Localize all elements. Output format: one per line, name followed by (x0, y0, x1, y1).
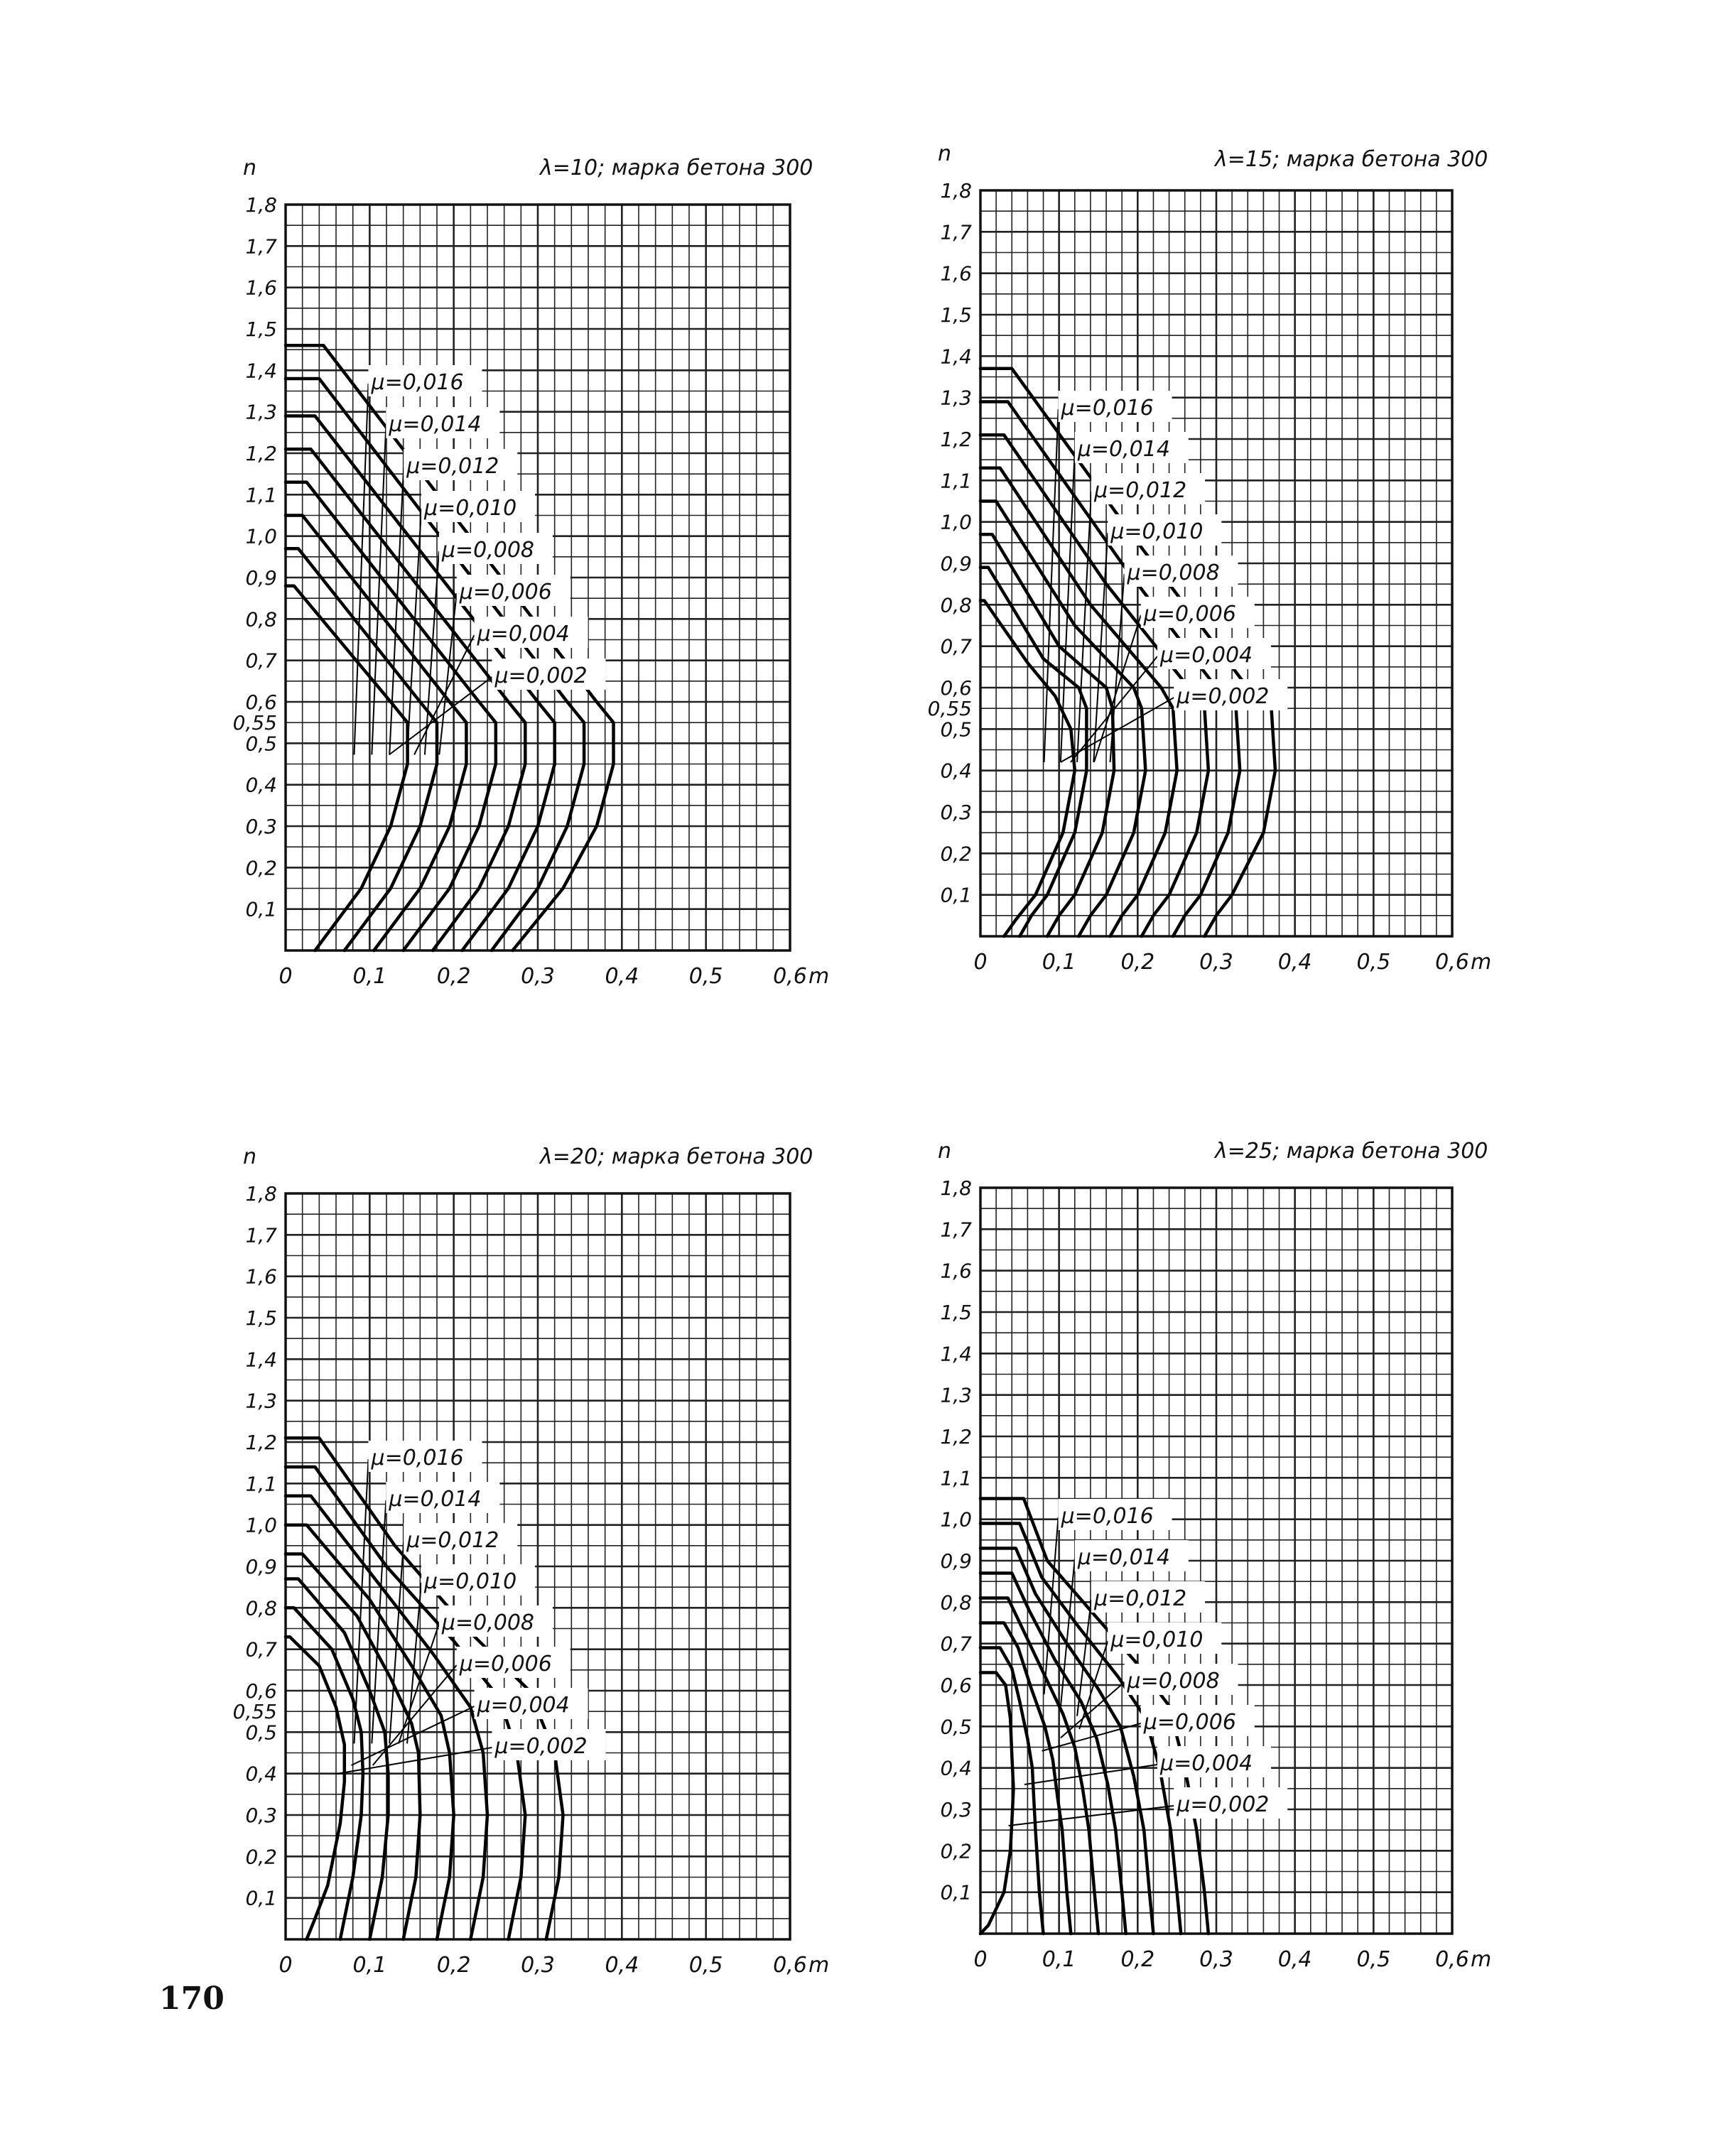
y-tick-label: 1,7 (940, 1218, 972, 1242)
label-leader-line (1077, 492, 1091, 762)
label-leader-line (335, 1748, 492, 1774)
x-tick-label: 0,1 (1042, 950, 1076, 975)
series-label: μ=0,014 (389, 1487, 482, 1512)
chart-lambda-15 (860, 0, 1720, 1037)
x-tick-label: 0,5 (688, 1953, 723, 1978)
y-axis-label: n (938, 1139, 952, 1164)
chart-title: λ=15; марка бетона 300 (1215, 147, 1488, 172)
y-tick-label: 0,7 (245, 1637, 277, 1662)
series-label: μ=0,004 (477, 622, 570, 646)
y-tick-label: 0,1 (940, 1880, 972, 1905)
x-tick-label: 0,5 (1356, 1947, 1391, 1972)
y-tick-label: 1,5 (245, 1306, 277, 1330)
y-tick-label: 1,8 (245, 193, 277, 217)
y-tick-label: 1,4 (245, 1348, 277, 1372)
y-tick-label: 0,7 (245, 649, 277, 673)
series-label: μ=0,016 (371, 1446, 464, 1470)
y-tick-label: 0,3 (940, 1798, 972, 1821)
y-tick-label: 0,3 (245, 1804, 277, 1827)
y-tick-label: 0,55 (927, 697, 972, 721)
y-tick-label: 1,2 (245, 1431, 277, 1454)
x-tick-label: 0,5 (1356, 950, 1391, 975)
x-tick-label: 0 (278, 1953, 293, 1978)
series-label: μ=0,008 (441, 1610, 535, 1635)
y-tick-label: 0,8 (245, 607, 277, 632)
chart-lambda-10 (0, 0, 860, 1037)
y-tick-label: 1,2 (940, 1425, 972, 1448)
y-tick-label: 1,4 (245, 359, 277, 383)
x-tick-label: 0,6 (773, 964, 807, 989)
chart-lambda-20 (0, 1108, 860, 2017)
series-label: μ=0,012 (1094, 478, 1187, 503)
series-line (980, 1673, 1014, 1934)
series-label: μ=0,014 (389, 412, 482, 437)
series-line (286, 449, 525, 950)
x-tick-label: 0,2 (1120, 950, 1155, 975)
series-label: μ=0,002 (494, 663, 588, 688)
y-tick-label: 0,8 (940, 593, 972, 617)
series-label: μ=0,004 (1160, 1751, 1253, 1776)
x-tick-label: 0,5 (688, 964, 723, 989)
y-tick-label: 0,1 (245, 897, 277, 921)
x-tick-label: 0,6 (1435, 1947, 1469, 1972)
y-tick-label: 0,9 (940, 1549, 972, 1573)
y-tick-label: 0,4 (940, 759, 972, 783)
series-label: μ=0,006 (459, 580, 552, 605)
y-tick-label: 1,6 (940, 261, 972, 286)
series-label: μ=0,006 (1143, 602, 1236, 627)
y-tick-label: 0,3 (245, 815, 277, 838)
y-tick-label: 1,7 (245, 234, 277, 259)
series-label: μ=0,008 (1127, 1669, 1220, 1694)
y-tick-label: 0,9 (245, 566, 277, 590)
y-tick-label: 1,2 (245, 442, 277, 465)
series-label: μ=0,010 (1110, 519, 1204, 544)
y-tick-label: 1,3 (940, 1383, 972, 1407)
y-tick-label: 0,6 (245, 690, 277, 714)
series-line (286, 516, 466, 951)
series-label: μ=0,014 (1077, 1545, 1170, 1570)
y-tick-label: 1,2 (940, 428, 972, 451)
x-tick-label: 0,4 (1277, 950, 1312, 975)
y-tick-label: 1,1 (245, 483, 277, 507)
y-tick-label: 1,0 (245, 1513, 277, 1537)
x-tick-label: 0,1 (352, 964, 387, 989)
y-tick-label: 0,5 (940, 1715, 972, 1739)
series-line (286, 1579, 388, 1940)
series-label: μ=0,008 (441, 538, 535, 563)
y-tick-label: 0,55 (232, 1700, 277, 1724)
y-tick-label: 1,3 (245, 400, 277, 424)
y-tick-label: 0,6 (245, 1679, 277, 1703)
y-tick-label: 1,7 (940, 220, 972, 244)
grid (286, 1193, 790, 1939)
series-label: μ=0,006 (1143, 1710, 1236, 1735)
y-tick-label: 0,5 (245, 732, 277, 756)
y-tick-label: 0,55 (232, 711, 277, 735)
series-line (980, 534, 1114, 936)
y-tick-label: 0,9 (940, 552, 972, 575)
x-axis-label: m (1471, 1947, 1492, 1972)
x-tick-label: 0,6 (773, 1953, 807, 1978)
y-tick-label: 1,0 (245, 524, 277, 548)
y-tick-label: 0,5 (245, 1721, 277, 1745)
series-label: μ=0,010 (1110, 1627, 1204, 1652)
x-tick-label: 0,3 (521, 964, 555, 989)
x-axis-label: m (1471, 950, 1492, 975)
series-label: μ=0,010 (424, 496, 517, 521)
series-line (286, 586, 408, 950)
x-tick-label: 0,3 (521, 1953, 555, 1978)
x-tick-label: 0,6 (1435, 950, 1469, 975)
y-tick-label: 0,9 (245, 1555, 277, 1578)
x-axis-label: m (808, 964, 830, 989)
grid (980, 1188, 1452, 1934)
y-tick-label: 1,7 (245, 1223, 277, 1247)
y-tick-label: 1,6 (940, 1259, 972, 1283)
y-tick-label: 0,2 (245, 1845, 277, 1869)
y-tick-label: 1,5 (245, 318, 277, 341)
y-tick-label: 1,0 (940, 510, 972, 534)
series-label: μ=0,012 (406, 454, 499, 479)
series-label: μ=0,012 (1094, 1586, 1187, 1611)
series-line (980, 1623, 1071, 1934)
y-tick-label: 0,8 (940, 1591, 972, 1615)
y-tick-label: 0,2 (245, 856, 277, 880)
y-tick-label: 0,2 (940, 842, 972, 866)
x-tick-label: 0,2 (436, 1953, 471, 1978)
series-label: μ=0,002 (1177, 1792, 1270, 1817)
series-label: μ=0,016 (371, 370, 464, 395)
y-tick-label: 1,8 (940, 179, 972, 202)
series-label: μ=0,002 (1177, 684, 1270, 709)
x-tick-label: 0,3 (1199, 950, 1233, 975)
x-tick-label: 0 (278, 964, 293, 989)
y-tick-label: 1,4 (940, 345, 972, 369)
x-tick-label: 0,1 (352, 1953, 387, 1978)
y-tick-label: 1,0 (940, 1507, 972, 1532)
x-tick-label: 0,4 (605, 964, 639, 989)
y-axis-label: n (243, 156, 257, 180)
y-tick-label: 1,6 (245, 276, 277, 300)
y-tick-label: 0,1 (245, 1886, 277, 1910)
series-label: μ=0,006 (459, 1652, 552, 1676)
y-tick-label: 0,5 (940, 717, 972, 742)
series-label: μ=0,004 (477, 1693, 570, 1718)
series-label: μ=0,016 (1061, 1504, 1154, 1529)
y-tick-label: 1,1 (940, 1466, 972, 1490)
y-tick-label: 0,6 (940, 1674, 972, 1697)
x-tick-label: 0,3 (1199, 1947, 1233, 1972)
label-leader-line (355, 1459, 369, 1743)
x-tick-label: 0,1 (1042, 1947, 1076, 1972)
x-tick-label: 0 (973, 1947, 988, 1972)
x-tick-label: 0,2 (436, 964, 471, 989)
y-axis-label: n (938, 141, 952, 166)
series-label: μ=0,004 (1160, 643, 1253, 668)
y-tick-label: 0,1 (940, 883, 972, 907)
y-tick-label: 0,6 (940, 676, 972, 700)
y-tick-label: 0,4 (245, 1762, 277, 1786)
x-axis-label: m (808, 1953, 830, 1978)
y-tick-label: 0,7 (940, 634, 972, 659)
chart-title: λ=10; марка бетона 300 (540, 156, 813, 180)
y-tick-label: 1,4 (940, 1342, 972, 1366)
series-label: μ=0,002 (494, 1734, 588, 1759)
label-leader-line (373, 1665, 457, 1765)
x-tick-label: 0,4 (605, 1953, 639, 1978)
series-label: μ=0,014 (1077, 437, 1170, 462)
y-axis-label: n (243, 1144, 257, 1169)
y-tick-label: 0,3 (940, 801, 972, 824)
y-tick-label: 1,1 (245, 1472, 277, 1496)
y-tick-label: 0,8 (245, 1596, 277, 1620)
y-tick-label: 1,8 (245, 1182, 277, 1206)
chart-title: λ=25; марка бетона 300 (1215, 1139, 1488, 1164)
x-tick-label: 0,4 (1277, 1947, 1312, 1972)
y-tick-label: 1,5 (940, 303, 972, 327)
y-tick-label: 1,3 (245, 1389, 277, 1413)
label-leader-line (407, 509, 421, 754)
y-tick-label: 0,4 (245, 773, 277, 797)
chart-lambda-25 (860, 1108, 1720, 2017)
label-leader-line (1044, 1517, 1059, 1694)
label-leader-line (372, 426, 386, 754)
y-tick-label: 1,5 (940, 1301, 972, 1324)
y-tick-label: 0,4 (940, 1756, 972, 1780)
chart-title: λ=20; марка бетона 300 (540, 1144, 813, 1169)
y-tick-label: 0,2 (940, 1839, 972, 1863)
x-tick-label: 0 (973, 950, 988, 975)
series-label: μ=0,012 (406, 1528, 499, 1553)
y-tick-label: 1,1 (940, 469, 972, 493)
label-leader-line (355, 384, 369, 754)
y-tick-label: 1,6 (245, 1264, 277, 1289)
y-tick-label: 1,8 (940, 1176, 972, 1200)
series-label: μ=0,008 (1127, 560, 1220, 585)
series-label: μ=0,016 (1061, 396, 1154, 421)
page-number: 170 (159, 1981, 225, 2017)
y-tick-label: 1,3 (940, 386, 972, 410)
y-tick-label: 0,7 (940, 1632, 972, 1656)
x-tick-label: 0,2 (1120, 1947, 1155, 1972)
series-label: μ=0,010 (424, 1569, 517, 1594)
